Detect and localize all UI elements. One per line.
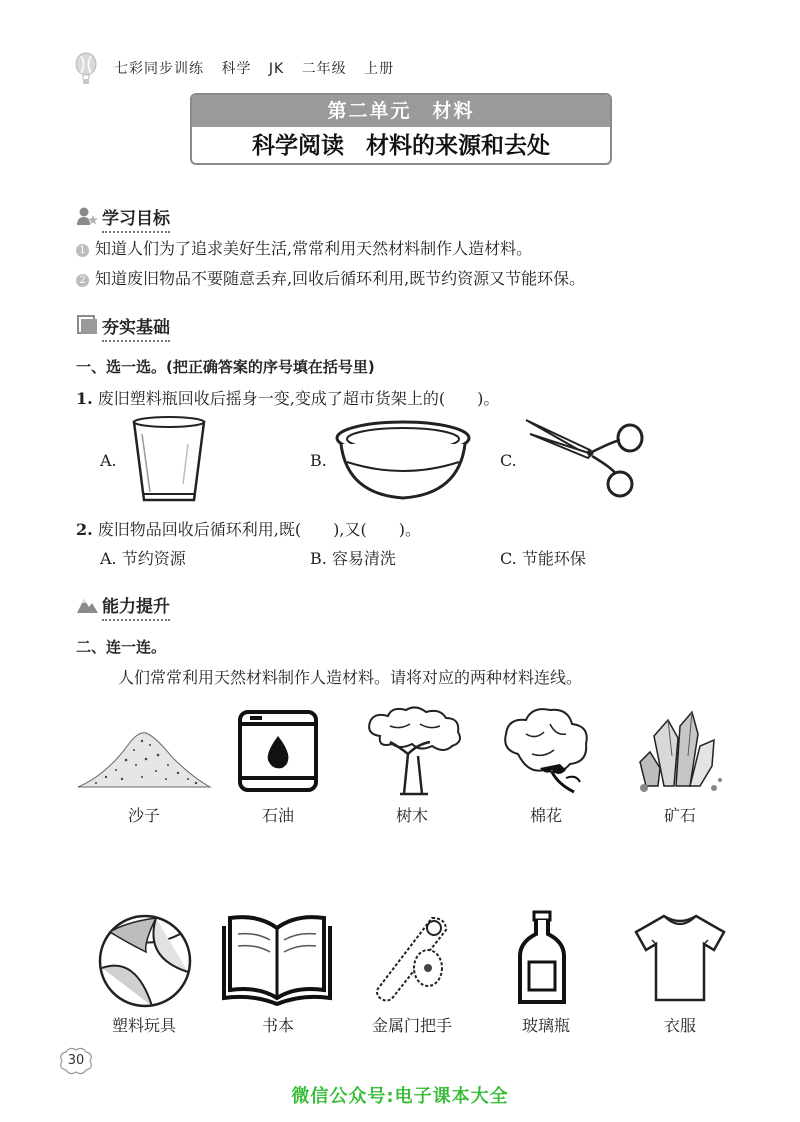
t-shirt-icon	[630, 910, 730, 1006]
q1-option-c-label: C.	[500, 451, 517, 470]
question-1-text: 废旧塑料瓶回收后摇身一变,变成了超市货架上的( )。	[97, 389, 500, 408]
series-name: 七彩同步训练	[114, 61, 204, 77]
q1-option-a-label: A.	[100, 451, 117, 470]
top-item-ore: 矿石	[663, 806, 696, 825]
matching-instruction: 人们常常利用天然材料制作人造材料。请将对应的两种材料连线。	[118, 668, 583, 687]
volume-name: 上册	[364, 61, 395, 77]
basics-heading-text: 夯实基础	[102, 318, 170, 342]
bottom-item-book: 书本	[261, 1016, 294, 1035]
top-item-oil: 石油	[261, 806, 294, 825]
top-item-sand: 沙子	[127, 806, 160, 825]
lesson-title-part-b: 材料的来源和去处	[366, 132, 550, 159]
question-1	[76, 386, 499, 409]
grade-name: 二年级	[301, 61, 347, 77]
subject-name: 科学	[221, 61, 252, 77]
book-page-icon	[76, 315, 98, 335]
plastic-cup-icon	[128, 414, 210, 506]
sand-pile-icon	[76, 715, 212, 795]
part1-title: 一、选一选。(把正确答案的序号填在括号里)	[76, 358, 375, 376]
bottom-item-metal-handle: 金属门把手	[371, 1016, 452, 1035]
learning-goals-heading	[76, 204, 170, 229]
balloon-logo-icon	[74, 52, 100, 86]
bottom-item-plastic-toy: 塑料玩具	[111, 1016, 176, 1035]
book-header	[114, 58, 406, 78]
unit-title: 第二单元 材料	[192, 95, 610, 127]
lesson-title	[192, 127, 610, 165]
ore-crystal-icon	[634, 706, 724, 796]
oil-barrel-icon	[230, 704, 326, 796]
cotton-icon	[496, 704, 596, 798]
open-book-icon	[222, 910, 332, 1006]
ability-heading-text: 能力提升	[102, 597, 170, 621]
student-star-icon	[76, 206, 98, 226]
goal-text-2: 知道废旧物品不要随意丢弃,回收后循环利用,既节约资源又节能环保。	[95, 269, 586, 288]
goal-number-2: 2	[76, 274, 89, 287]
q1-option-b-label: B.	[310, 451, 327, 470]
page-number: 30	[67, 1053, 85, 1068]
learning-goals-heading-text: 学习目标	[102, 209, 170, 233]
edition-name: JK	[268, 61, 285, 77]
question-1-number: 1.	[76, 389, 93, 408]
top-item-cotton: 棉花	[529, 806, 562, 825]
goal-number-1: 1	[76, 244, 89, 257]
top-item-tree: 树木	[395, 806, 428, 825]
goal-item-2	[76, 266, 585, 289]
bottom-item-clothes: 衣服	[663, 1016, 696, 1035]
tree-icon	[360, 706, 470, 798]
question-2-text: 废旧物品回收后循环利用,既( ),又( )。	[97, 520, 421, 539]
metal-door-handle-icon	[370, 908, 460, 1006]
wechat-watermark: 微信公众号:电子课本大全	[291, 1086, 509, 1107]
q2-option-a: A. 节约资源	[100, 549, 186, 568]
lesson-title-box	[190, 93, 612, 165]
question-2	[76, 517, 421, 540]
part2-title: 二、连一连。	[76, 638, 167, 656]
basics-heading	[76, 313, 170, 338]
ability-heading	[76, 592, 170, 617]
q2-option-c: C. 节能环保	[500, 549, 586, 568]
lesson-title-part-a: 科学阅读	[252, 132, 344, 159]
goal-text-1: 知道人们为了追求美好生活,常常利用天然材料制作人造材料。	[95, 239, 533, 258]
glass-bottle-icon	[512, 908, 572, 1008]
scissors-icon	[520, 412, 660, 502]
plastic-basin-icon	[333, 418, 473, 508]
beach-ball-icon	[96, 912, 194, 1010]
q2-option-b: B. 容易清洗	[310, 549, 396, 568]
question-2-number: 2.	[76, 520, 93, 539]
goal-item-1	[76, 236, 532, 259]
mountain-icon	[76, 594, 98, 614]
bottom-item-glass-bottle: 玻璃瓶	[521, 1016, 570, 1035]
